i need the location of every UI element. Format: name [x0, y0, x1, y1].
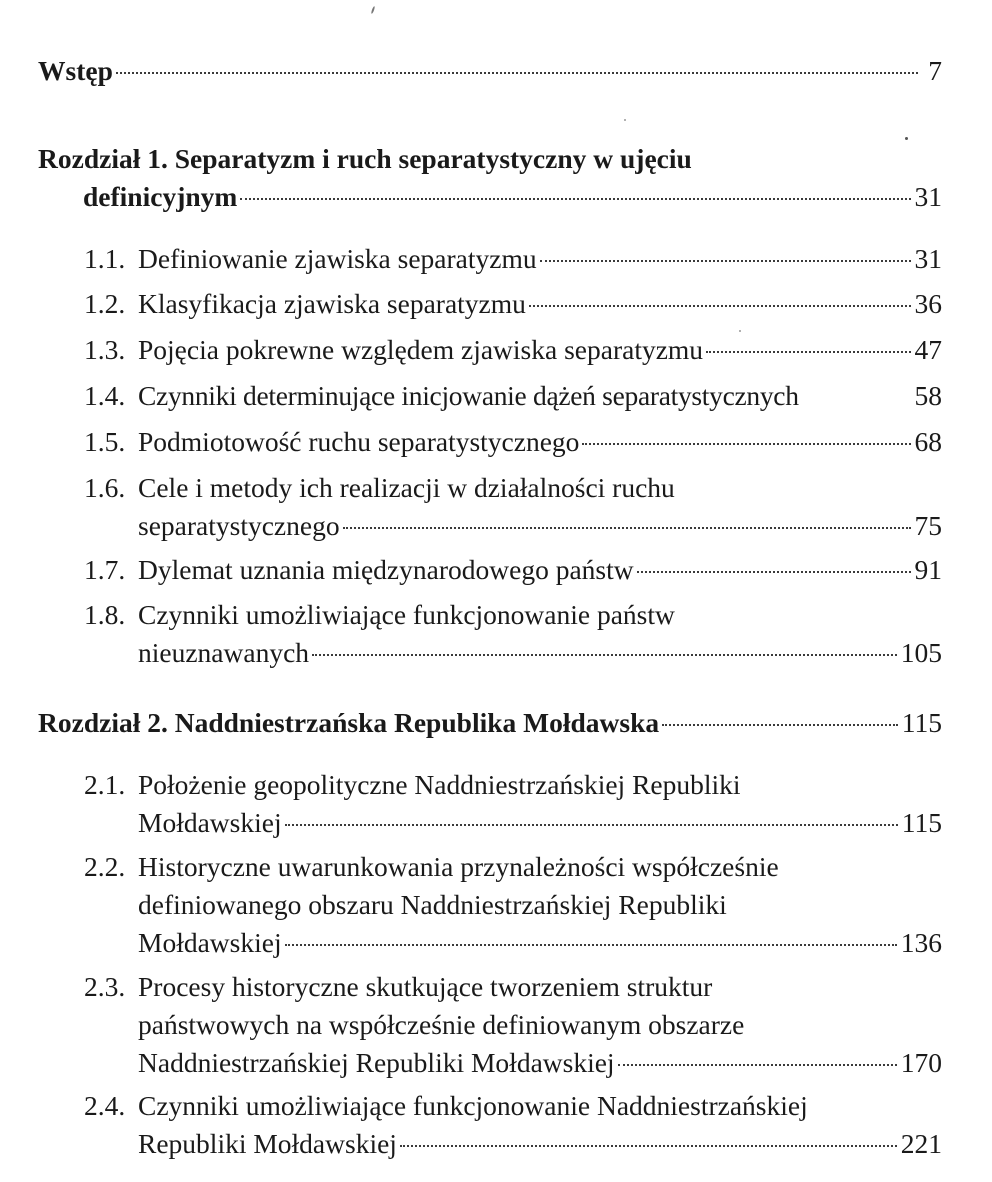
section-title: Podmiotowość ruchu separatystycznego [138, 426, 580, 457]
scan-speck [739, 330, 741, 332]
section-number: 1.7. [84, 554, 126, 585]
scan-speck [905, 137, 908, 140]
section-title-line: państwowych na współcześnie definiowanym obszarze [138, 1009, 745, 1040]
dot-leader [312, 654, 897, 656]
section-title: Klasyfikacja zjawiska separatyzmu [138, 288, 526, 319]
section-number: 1.6. [84, 472, 126, 503]
toc-entry-page: 47 [914, 334, 942, 365]
dot-leader [540, 260, 911, 262]
toc-section-1-8[interactable] [84, 596, 942, 672]
section-title-line: definiowanego obszaru Naddniestrzańskiej Republiki [138, 889, 727, 920]
toc-chapter-1[interactable] [38, 140, 942, 216]
section-title: Definiowanie zjawiska separatyzmu [138, 243, 537, 274]
chapter-title: Rozdział 2. Naddniestrzańska Republika Mołdawska [38, 707, 660, 738]
section-title-line: Cele i metody ich realizacji w działalności ruchu [138, 472, 675, 503]
dot-leader [706, 351, 910, 353]
scan-speck [371, 6, 376, 14]
section-title-line: Mołdawskiej [138, 807, 282, 838]
section-title: Pojęcia pokrewne względem zjawiska separatyzmu [138, 334, 704, 365]
toc-entry-page: 91 [914, 554, 942, 585]
chapter-title-line: definicyjnym [83, 181, 238, 212]
section-title-line: Republiki Mołdawskiej [138, 1128, 397, 1159]
toc-section-1-1[interactable] [84, 240, 942, 278]
section-title: Czynniki determinujące inicjowanie dążeń separatystycznych [138, 380, 799, 411]
dot-leader [240, 198, 910, 200]
section-title-line: Mołdawskiej [138, 927, 282, 958]
toc-entry-page: 115 [901, 807, 942, 838]
toc-section-1-7[interactable] [84, 551, 942, 589]
toc-entry-page: 221 [900, 1128, 942, 1159]
section-title-line: Historyczne uwarunkowania przynależności współcześnie [138, 851, 779, 882]
toc-section-1-5[interactable] [84, 423, 942, 461]
section-number: 2.1. [84, 769, 126, 800]
toc-entry-page: 68 [914, 426, 942, 457]
section-title-line: Położenie geopolityczne Naddniestrzańskiej Republiki [138, 769, 741, 800]
toc-section-1-3[interactable] [84, 331, 942, 369]
section-title-line: Naddniestrzańskiej Republiki Mołdawskiej [138, 1047, 615, 1078]
toc-section-1-4[interactable] [84, 377, 942, 415]
toc-section-2-2[interactable] [84, 848, 942, 962]
toc-chapter-2[interactable] [38, 704, 942, 742]
section-number: 1.8. [84, 599, 126, 630]
toc-section-2-1[interactable] [84, 766, 942, 842]
dot-leader [400, 1145, 897, 1147]
toc-section-1-6[interactable] [84, 469, 942, 545]
toc-entry-page: 31 [914, 181, 942, 212]
toc-entry-page: 170 [900, 1047, 942, 1078]
toc-section-2-4[interactable] [84, 1087, 942, 1163]
toc-entry-page: 136 [900, 927, 942, 958]
toc-section-1-2[interactable] [84, 285, 942, 323]
dot-leader [618, 1064, 897, 1066]
section-number: 1.5. [84, 426, 126, 457]
section-number: 2.3. [84, 971, 126, 1002]
dot-leader [285, 944, 897, 946]
toc-entry-title: Wstęp [38, 55, 113, 86]
toc-entry-page: 7 [928, 55, 942, 86]
toc-entry-page: 31 [914, 243, 942, 274]
section-number: 1.4. [84, 380, 126, 411]
section-number: 1.2. [84, 288, 126, 319]
toc-entry-intro[interactable] [38, 52, 942, 90]
section-number: 1.3. [84, 334, 126, 365]
dot-leader [285, 824, 898, 826]
dot-leader [637, 571, 911, 573]
dot-leader [343, 527, 911, 529]
dot-leader [529, 305, 911, 307]
section-title: Dylemat uznania międzynarodowego państw [138, 554, 634, 585]
toc-entry-page: 115 [901, 707, 942, 738]
section-number: 1.1. [84, 243, 126, 274]
section-number: 2.4. [84, 1090, 126, 1121]
section-title-line: Procesy historyczne skutkujące tworzeniem struktur [138, 971, 713, 1002]
scan-speck [624, 119, 626, 121]
section-title-line: nieuznawanych [138, 637, 310, 668]
toc-entry-page: 36 [914, 288, 942, 319]
dot-leader [662, 724, 898, 726]
chapter-title-line: Rozdział 1. Separatyzm i ruch separatystyczny w ujęciu [38, 143, 692, 174]
toc-entry-page: 105 [900, 637, 942, 668]
dot-leader [116, 72, 918, 74]
section-title-line: separatystycznego [138, 510, 340, 541]
section-title-line: Czynniki umożliwiające funkcjonowanie Naddniestrzańskiej [138, 1090, 808, 1121]
toc-entry-page: 75 [914, 510, 942, 541]
toc-entry-page: 58 [914, 380, 942, 411]
dot-leader [582, 443, 910, 445]
section-title-line: Czynniki umożliwiające funkcjonowanie państw [138, 599, 675, 630]
section-number: 2.2. [84, 851, 126, 882]
toc-section-2-3[interactable] [84, 968, 942, 1082]
